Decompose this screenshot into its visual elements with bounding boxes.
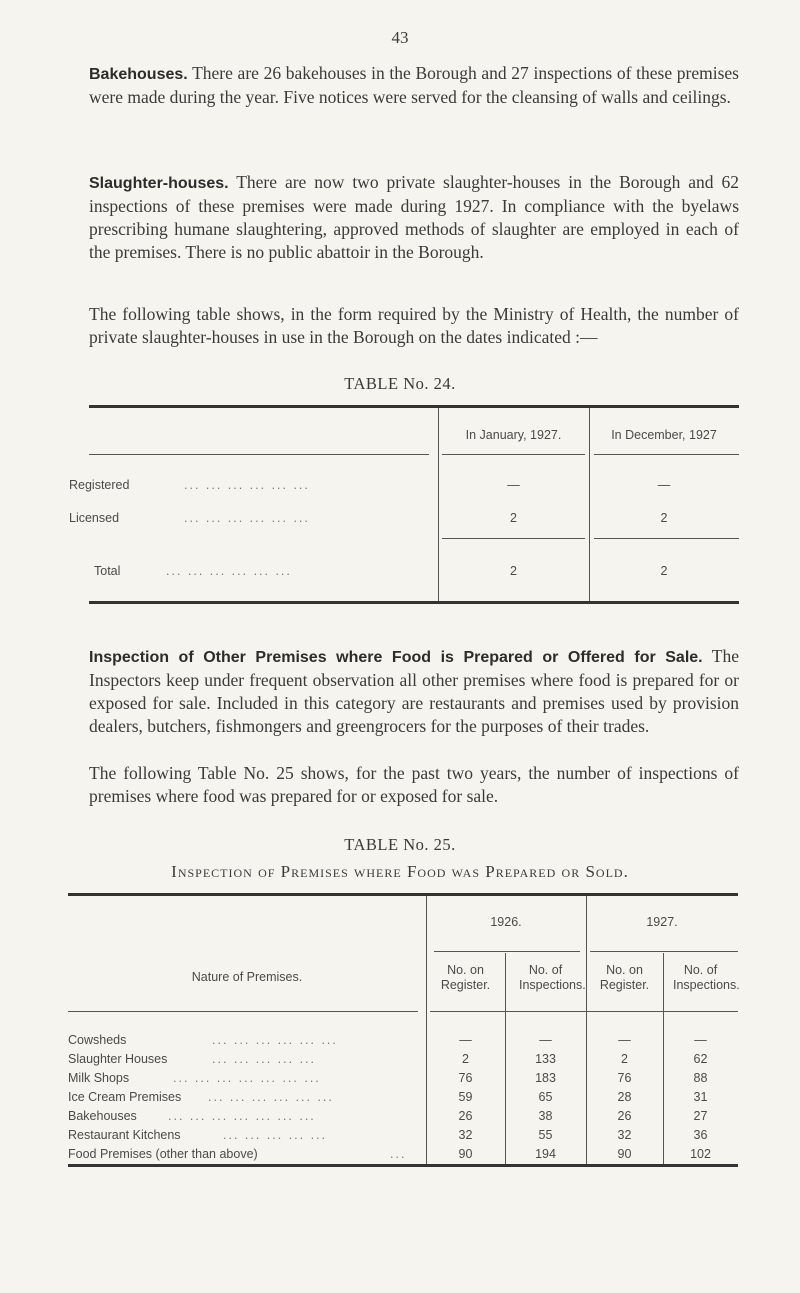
table-row: Ice Cream Premises ... ... ... ... ... ... 59 65 28 31 xyxy=(68,1090,738,1106)
row-label: Restaurant Kitchens xyxy=(68,1128,181,1142)
table24-cell-licensed-jan: 2 xyxy=(510,511,517,525)
table24-cell-licensed-dec: 2 xyxy=(660,511,668,525)
bakehouses-heading: Bakehouses. xyxy=(89,66,188,83)
table25-top-rule xyxy=(68,893,738,896)
table25-sub-inspections-1926: No. of Inspections. xyxy=(519,963,586,992)
table25-header-rule-right xyxy=(430,1011,738,1012)
table-row: Food Premises (other than above) ... 90 194 90 102 xyxy=(68,1147,738,1163)
table25 xyxy=(68,893,740,1161)
table24-row-label: Licensed xyxy=(69,511,120,525)
row-label: Cowsheds xyxy=(68,1033,127,1047)
row-label: Slaughter Houses xyxy=(68,1052,168,1066)
page-number: 43 xyxy=(391,28,409,47)
table-row: Cowsheds ... ... ... ... ... ... — — — — xyxy=(68,1033,738,1049)
cell-register-1926: 90 xyxy=(458,1147,473,1161)
table24-row-total: Total ... ... ... ... ... ... xyxy=(94,564,292,578)
table25-year1-rule xyxy=(434,951,580,952)
table25-intro: The following Table No. 25 shows, for the past two years, the number of inspections of premises where food was prepared for or exposed for sale. xyxy=(89,763,739,806)
cell-register-1927: — xyxy=(618,1033,631,1047)
cell-register-1927: 32 xyxy=(617,1128,632,1142)
cell-inspections-1926: 38 xyxy=(538,1109,553,1123)
table25-caption: TABLE No. 25. xyxy=(344,835,456,854)
slaughter-text: There are now two private slaughter-houses in the Borough and 62 inspections of these premises were made during 1927. In compliance with the byelaws prescribing humane slaughtering, approved methods of slaughter are employed in each of the premises. There is no public abattoir in the Borough. xyxy=(89,172,739,262)
cell-inspections-1927: 88 xyxy=(693,1071,708,1085)
cell-register-1926: 26 xyxy=(458,1109,473,1123)
cell-inspections-1926: 65 xyxy=(538,1090,553,1104)
slaughter-paragraph xyxy=(89,171,739,264)
table25-bottom-rule xyxy=(68,1164,738,1167)
table25-sub-inspections-1927: No. of Inspections. xyxy=(673,963,740,992)
table-row: Restaurant Kitchens ... ... ... ... ... 32 55 32 36 xyxy=(68,1128,738,1144)
cell-register-1927: 28 xyxy=(617,1090,632,1104)
inspection-paragraph xyxy=(89,645,739,738)
cell-inspections-1927: 27 xyxy=(693,1109,708,1123)
table24-cell-total-jan: 2 xyxy=(510,564,517,578)
table-row: Slaughter Houses ... ... ... ... ... 2 133 2 62 xyxy=(68,1052,738,1068)
cell-inspections-1926: 133 xyxy=(535,1052,556,1066)
row-label: Milk Shops xyxy=(68,1071,130,1085)
table24-caption: TABLE No. 24. xyxy=(344,374,456,393)
cell-register-1927: 76 xyxy=(617,1071,632,1085)
cell-inspections-1927: — xyxy=(694,1033,707,1047)
cell-register-1926: — xyxy=(459,1033,472,1047)
slaughter-heading: Slaughter-houses. xyxy=(89,175,229,192)
bakehouses-text: There are 26 bakehouses in the Borough and 27 inspections of these premises were made during the year. Five notices were served for the cleansing of walls and ceilings. xyxy=(89,63,739,107)
table24-header-rule-left xyxy=(89,454,429,455)
cell-inspections-1926: 55 xyxy=(538,1128,553,1142)
table24-header-rule-right xyxy=(594,454,739,455)
table24-total-rule-mid xyxy=(442,538,585,539)
cell-inspections-1927: 36 xyxy=(693,1128,708,1142)
table24-bottom-rule xyxy=(89,601,739,604)
table24-col-dec: In December, 1927 xyxy=(611,428,717,442)
row-label: Bakehouses xyxy=(68,1109,137,1123)
cell-register-1926: 2 xyxy=(462,1052,469,1066)
table24 xyxy=(69,405,739,605)
table-row: Milk Shops ... ... ... ... ... ... ... 76 183 76 88 xyxy=(68,1071,738,1087)
table24-header-rule-mid xyxy=(442,454,585,455)
cell-inspections-1927: 102 xyxy=(690,1147,711,1161)
inspection-text: The Inspectors keep under frequent observation all other premises where food is prepared for or exposed for sale. Included in this category are restaurants and premises used by provision dealers, butchers, fishmongers and greengrocers for the purposes of their trades. xyxy=(89,646,739,736)
cell-register-1927: 2 xyxy=(621,1052,628,1066)
cell-register-1926: 32 xyxy=(458,1128,473,1142)
table24-row-registered: Registered ... ... ... ... ... ... xyxy=(69,478,310,492)
inspection-heading: Inspection of Other Premises where Food is Prepared or Offered for Sale. xyxy=(89,649,703,666)
table24-intro: The following table shows, in the form required by the Ministry of Health, the number of private slaughter-houses in use in the Borough on the dates indicated :— xyxy=(89,304,739,347)
table24-top-rule xyxy=(89,405,739,408)
table24-cell-registered-dec: — xyxy=(657,478,671,492)
table25-year2-rule xyxy=(590,951,738,952)
table24-total-rule-right xyxy=(594,538,739,539)
table25-sub-register-1926: No. on Register. xyxy=(440,963,491,992)
table25-sub-register-1927: No. on Register. xyxy=(599,963,650,992)
table25-subcaption: Inspection of Premises where Food was Prepared or Sold. xyxy=(171,862,629,881)
cell-register-1926: 76 xyxy=(458,1071,473,1085)
table24-col-jan: In January, 1927. xyxy=(465,428,562,442)
table24-total-label: Total xyxy=(94,564,121,578)
bakehouses-paragraph xyxy=(89,62,739,109)
table24-row-label: Registered xyxy=(69,478,130,492)
table-row: Bakehouses ... ... ... ... ... ... ... 26 38 26 27 xyxy=(68,1109,738,1125)
table24-cell-total-dec: 2 xyxy=(660,564,668,578)
cell-inspections-1926: 194 xyxy=(535,1147,556,1161)
table25-year-1927: 1927. xyxy=(646,915,678,929)
table25-header-rule-left xyxy=(68,1011,418,1012)
cell-register-1927: 90 xyxy=(617,1147,632,1161)
cell-inspections-1926: — xyxy=(539,1033,552,1047)
cell-register-1927: 26 xyxy=(617,1109,632,1123)
row-label: Food Premises (other than above) xyxy=(68,1147,258,1161)
table25-nature-header: Nature of Premises. xyxy=(191,970,303,984)
table25-year-1926: 1926. xyxy=(490,915,522,929)
table24-row-licensed: Licensed ... ... ... ... ... ... xyxy=(69,511,310,525)
cell-inspections-1926: 183 xyxy=(535,1071,556,1085)
row-label: Ice Cream Premises xyxy=(68,1090,182,1104)
cell-register-1926: 59 xyxy=(458,1090,473,1104)
cell-inspections-1927: 31 xyxy=(693,1090,708,1104)
cell-inspections-1927: 62 xyxy=(693,1052,708,1066)
table24-cell-registered-jan: — xyxy=(507,478,520,492)
